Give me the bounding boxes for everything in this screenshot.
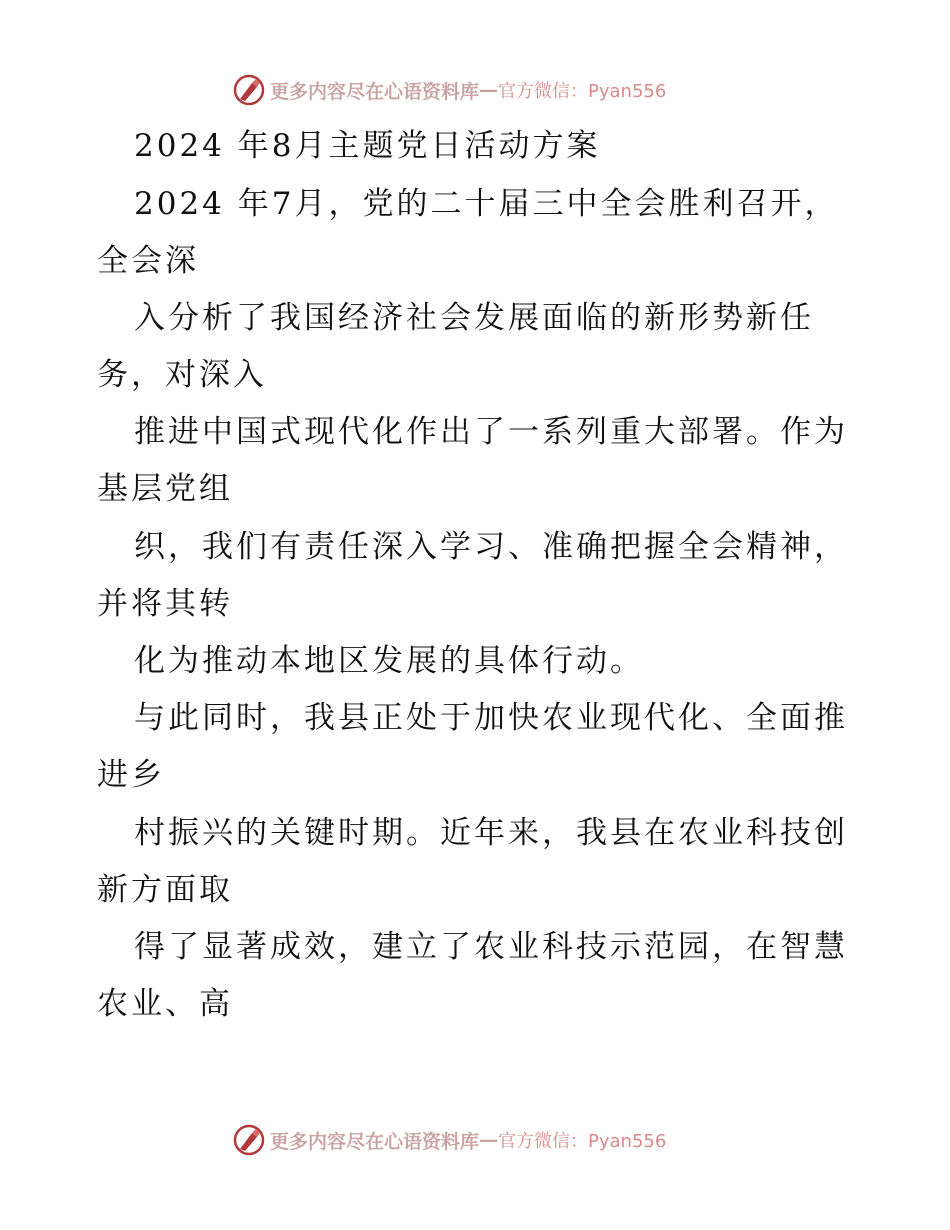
watermark-dash: — bbox=[479, 79, 499, 101]
pen-logo-icon bbox=[232, 73, 266, 107]
watermark-dash: — bbox=[479, 1129, 499, 1151]
paragraph-line: 全会深 bbox=[97, 243, 199, 279]
watermark-wechat: 官方微信：Pyan556 bbox=[498, 81, 667, 102]
paragraph-line: 与此同时，我县正处于加快农业现代化、全面推 bbox=[134, 700, 848, 736]
paragraph-line: 务，对深入 bbox=[97, 357, 267, 393]
watermark-text: 更多内容尽在心语资料库 bbox=[270, 80, 480, 103]
paragraph-line: 2024 年7月，党的二十届三中全会胜利召开， bbox=[134, 186, 839, 222]
paragraph-line: 进乡 bbox=[97, 757, 165, 793]
paragraph-line: 农业、高 bbox=[97, 986, 233, 1022]
watermark-wechat: 官方微信：Pyan556 bbox=[498, 1131, 667, 1152]
pen-logo-icon bbox=[232, 1123, 266, 1157]
paragraph-line: 入分析了我国经济社会发展面临的新形势新任 bbox=[134, 300, 814, 336]
paragraph-line: 并将其转 bbox=[97, 586, 233, 622]
watermark-footer bbox=[232, 1122, 666, 1158]
watermark-text: 更多内容尽在心语资料库 bbox=[270, 1130, 480, 1153]
paragraph-line: 织，我们有责任深入学习、准确把握全会精神， bbox=[134, 529, 848, 565]
watermark-header bbox=[232, 72, 666, 108]
paragraph-line: 推进中国式现代化作出了一系列重大部署。作为 bbox=[134, 414, 848, 450]
paragraph-line: 基层党组 bbox=[97, 471, 233, 507]
document-title: 2024 年8月主题党日活动方案 bbox=[134, 128, 601, 164]
paragraph-line: 化为推动本地区发展的具体行动。 bbox=[134, 643, 644, 679]
paragraph-line: 新方面取 bbox=[97, 872, 233, 908]
paragraph-line: 得了显著成效，建立了农业科技示范园，在智慧 bbox=[134, 929, 848, 965]
paragraph-line: 村振兴的关键时期。近年来，我县在农业科技创 bbox=[134, 815, 848, 851]
